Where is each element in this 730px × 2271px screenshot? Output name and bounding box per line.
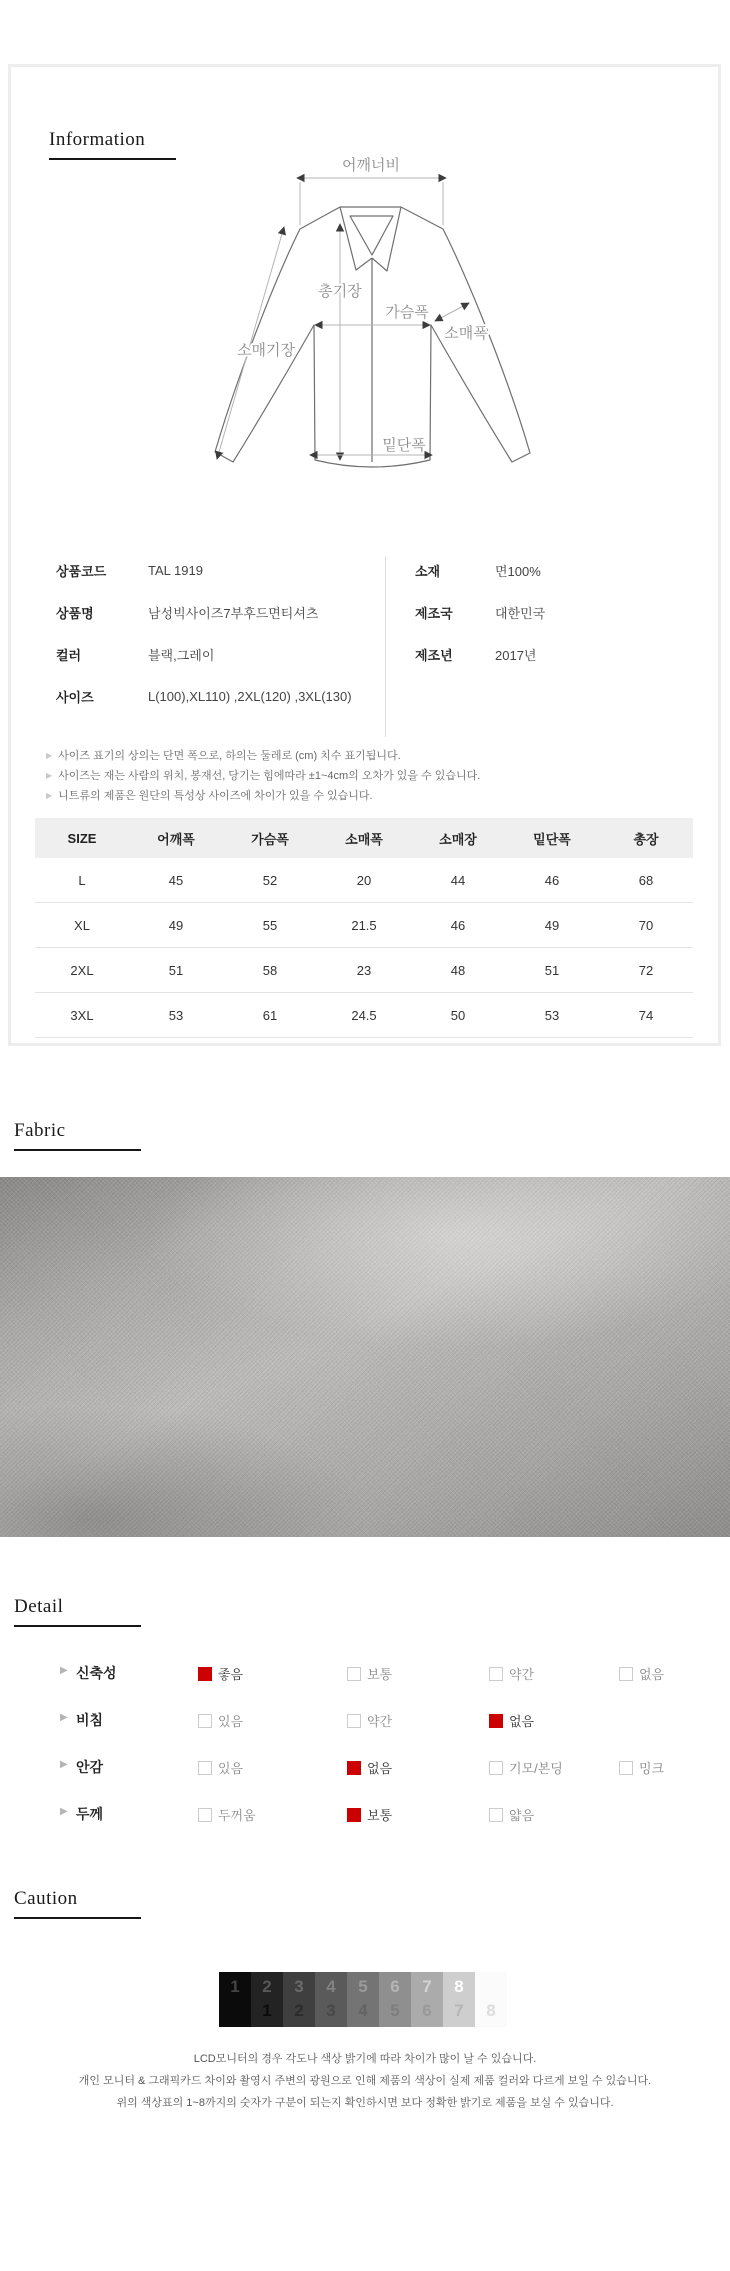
- option-label: 약간: [367, 1714, 393, 1729]
- spec-value: 남성빅사이즈7부후드면티셔츠: [148, 605, 319, 621]
- detail-option: [619, 1664, 664, 1683]
- note-text: 사이즈는 재는 사람의 위치, 봉재선, 당기는 힘에따라 ±1~4cm의 오차가 있을 수 있습니다.: [58, 770, 481, 782]
- scale-number: 3: [294, 1977, 304, 1996]
- size-cell: L: [35, 858, 129, 903]
- spec-value: 블랙,그레이: [148, 647, 215, 663]
- size-cell: 53: [505, 993, 599, 1038]
- spec-label: 제조국: [415, 605, 453, 621]
- scale-number: 2: [294, 2001, 304, 2020]
- product-spec-right: [415, 549, 545, 675]
- size-cell: 50: [411, 993, 505, 1038]
- note-text: 니트류의 제품은 원단의 특성상 사이즈에 차이가 있을 수 있습니다.: [58, 790, 373, 802]
- scale-number: 7: [454, 2001, 464, 2020]
- size-row-XL: [35, 903, 693, 948]
- size-cell: 70: [599, 903, 693, 948]
- scale-number: 6: [422, 2001, 432, 2020]
- spec-label: 상품명: [56, 605, 94, 621]
- detail-option: [619, 1758, 664, 1777]
- size-cell: 68: [599, 858, 693, 903]
- detail-option: [347, 1711, 392, 1730]
- detail-row-label: 비침: [76, 1712, 104, 1728]
- size-cell: 52: [223, 858, 317, 903]
- size-cell: 61: [223, 993, 317, 1038]
- size-col-header: 총장: [599, 818, 693, 858]
- checkbox-icon: [489, 1808, 503, 1822]
- note-line: [46, 746, 480, 766]
- option-label: 있음: [218, 1714, 244, 1729]
- checkbox-icon: [347, 1667, 361, 1681]
- size-col-header: 밑단폭: [505, 818, 599, 858]
- scale-number: 5: [358, 1977, 368, 1996]
- note-line: [46, 786, 480, 806]
- spec-row-product-code: [56, 549, 352, 591]
- detail-option: [347, 1805, 392, 1824]
- detail-row-label: 안감: [76, 1759, 104, 1775]
- size-cell: 58: [223, 948, 317, 993]
- shirt-measurement-diagram: [118, 112, 598, 480]
- size-col-header: 어깨폭: [129, 818, 223, 858]
- triangle-bullet-icon: ▶: [60, 1712, 68, 1723]
- checkbox-icon: [198, 1714, 212, 1728]
- option-label: 좋음: [218, 1667, 244, 1682]
- spec-row-country: [415, 591, 545, 633]
- detail-row-lining: [0, 1744, 730, 1791]
- scale-number: 5: [390, 2001, 400, 2020]
- section-title-caution: Caution: [14, 1888, 141, 1919]
- size-cell: 23: [317, 948, 411, 993]
- spec-label: 제조년: [415, 647, 453, 663]
- checkbox-icon: [619, 1761, 633, 1775]
- size-cell: 55: [223, 903, 317, 948]
- triangle-bullet-icon: ▶: [60, 1806, 68, 1817]
- caution-text: LCD모니터의 경우 각도나 색상 밝기에 따라 차이가 많이 날 수 있습니다.: [193, 2053, 537, 2065]
- spec-row-color: [56, 633, 352, 675]
- detail-option: [489, 1711, 534, 1730]
- triangle-bullet-icon: ▶: [60, 1665, 68, 1676]
- triangle-bullet-icon: ▶: [60, 1759, 68, 1770]
- checkbox-icon: [489, 1714, 503, 1728]
- triangle-bullet-icon: ▶: [46, 791, 53, 800]
- measure-label-sleeve-length: 소매기장: [237, 342, 295, 359]
- note-text: 사이즈 표기의 상의는 단면 폭으로, 하의는 둘레로 (cm) 치수 표기됩니다.: [58, 750, 401, 762]
- spec-value: TAL 1919: [148, 562, 203, 578]
- option-label: 없음: [639, 1667, 665, 1682]
- detail-option: [198, 1758, 243, 1777]
- size-notes: [46, 746, 480, 806]
- size-cell: 21.5: [317, 903, 411, 948]
- measure-label-total-length: 총기장: [318, 283, 362, 300]
- detail-row-thickness: [0, 1791, 730, 1838]
- checkbox-icon: [347, 1808, 361, 1822]
- size-cell: 49: [505, 903, 599, 948]
- detail-option: [489, 1805, 534, 1824]
- measure-label-shoulder: 어깨너비: [342, 157, 400, 174]
- size-cell: 74: [599, 993, 693, 1038]
- spec-label: 사이즈: [56, 689, 94, 705]
- size-cell: 51: [505, 948, 599, 993]
- measure-label-hem: 밑단폭: [382, 437, 426, 454]
- size-cell: 53: [129, 993, 223, 1038]
- scale-number: 1: [230, 1977, 240, 1996]
- measure-label-sleeve-width: 소매폭: [444, 325, 488, 342]
- spec-value: 대한민국: [495, 605, 546, 621]
- scale-number: 2: [262, 1977, 272, 1996]
- caution-text: 개인 모니터 & 그래픽카드 차이와 촬영시 주변의 광원으로 인해 제품의 색상이 실제 제품 컬러와 다르게 보일 수 있습니다.: [78, 2075, 652, 2087]
- option-label: 보통: [367, 1667, 393, 1682]
- section-title-detail: Detail: [14, 1596, 141, 1627]
- detail-row-stretch: [0, 1650, 730, 1697]
- size-row-L: [35, 858, 693, 903]
- size-row-3XL: [35, 993, 693, 1038]
- size-row-2XL: [35, 948, 693, 993]
- scale-number: 3: [326, 2001, 336, 2020]
- scale-number: 4: [326, 1977, 336, 1996]
- spec-label: 소재: [415, 563, 441, 579]
- measure-label-chest: 가슴폭: [385, 304, 429, 321]
- size-cell: XL: [35, 903, 129, 948]
- scale-number: 7: [422, 1977, 432, 1996]
- size-cell: 20: [317, 858, 411, 903]
- size-cell: 2XL: [35, 948, 129, 993]
- size-cell: 3XL: [35, 993, 129, 1038]
- detail-option: [198, 1664, 243, 1683]
- size-cell: 49: [129, 903, 223, 948]
- detail-option: [347, 1758, 392, 1777]
- product-spec-left: [56, 549, 352, 717]
- spec-row-year: [415, 633, 545, 675]
- size-col-header: 가슴폭: [223, 818, 317, 858]
- size-cell: 24.5: [317, 993, 411, 1038]
- triangle-bullet-icon: ▶: [46, 751, 53, 760]
- checkbox-icon: [347, 1714, 361, 1728]
- checkbox-icon: [347, 1761, 361, 1775]
- caution-text: 위의 색상표의 1~8까지의 숫자가 구분이 되는지 확인하시면 보다 정확한 밝기로 제품을 보실 수 있습니다.: [116, 2097, 614, 2109]
- option-label: 없음: [509, 1714, 535, 1729]
- spec-label: 상품코드: [56, 563, 107, 579]
- option-label: 보통: [367, 1808, 393, 1823]
- checkbox-icon: [198, 1667, 212, 1681]
- detail-row-label: 신축성: [76, 1665, 117, 1681]
- size-col-header: 소매장: [411, 818, 505, 858]
- scale-number: 4: [358, 2001, 368, 2020]
- spec-value: 2017년: [495, 647, 537, 663]
- size-cell: 46: [411, 903, 505, 948]
- fabric-photo: [0, 1177, 730, 1537]
- section-title-information: Information: [49, 129, 176, 160]
- detail-option: [198, 1805, 256, 1824]
- size-col-header: SIZE: [35, 818, 129, 858]
- option-label: 약간: [509, 1667, 535, 1682]
- detail-attributes: [0, 1650, 730, 1838]
- option-label: 없음: [367, 1761, 393, 1776]
- size-cell: 44: [411, 858, 505, 903]
- size-cell: 51: [129, 948, 223, 993]
- size-col-header: 소매폭: [317, 818, 411, 858]
- size-table: [35, 818, 693, 1038]
- scale-number: 8: [486, 2001, 496, 2020]
- spec-row-product-name: [56, 591, 352, 633]
- checkbox-icon: [489, 1761, 503, 1775]
- scale-number: 6: [390, 1977, 400, 1996]
- spec-value: L(100),XL110) ,2XL(120) ,3XL(130): [148, 688, 352, 704]
- option-label: 기모/본딩: [509, 1761, 563, 1776]
- scale-number: 8: [454, 1977, 464, 1996]
- scale-number: 1: [262, 2001, 272, 2020]
- option-label: 있음: [218, 1761, 244, 1776]
- option-label: 밍크: [639, 1761, 665, 1776]
- spec-row-material: [415, 549, 545, 591]
- checkbox-icon: [619, 1667, 633, 1681]
- size-cell: 72: [599, 948, 693, 993]
- size-cell: 46: [505, 858, 599, 903]
- detail-option: [489, 1664, 534, 1683]
- fabric-shading: [0, 1177, 730, 1537]
- size-cell: 48: [411, 948, 505, 993]
- detail-option: [198, 1711, 243, 1730]
- spec-label: 컬러: [56, 647, 82, 663]
- size-table-header-row: [35, 818, 693, 858]
- option-label: 두꺼움: [218, 1808, 256, 1823]
- spec-value: 면100%: [495, 563, 541, 579]
- triangle-bullet-icon: ▶: [46, 771, 53, 780]
- note-line: [46, 766, 480, 786]
- section-title-fabric: Fabric: [14, 1120, 141, 1151]
- size-cell: 45: [129, 858, 223, 903]
- detail-row-sheerness: [0, 1697, 730, 1744]
- checkbox-icon: [489, 1667, 503, 1681]
- option-label: 얇음: [509, 1808, 535, 1823]
- checkbox-icon: [198, 1761, 212, 1775]
- detail-row-label: 두께: [76, 1806, 104, 1822]
- detail-option: [347, 1664, 392, 1683]
- spec-column-divider: [385, 557, 386, 737]
- detail-option: [489, 1758, 563, 1777]
- checkbox-icon: [198, 1808, 212, 1822]
- spec-row-size: [56, 675, 352, 717]
